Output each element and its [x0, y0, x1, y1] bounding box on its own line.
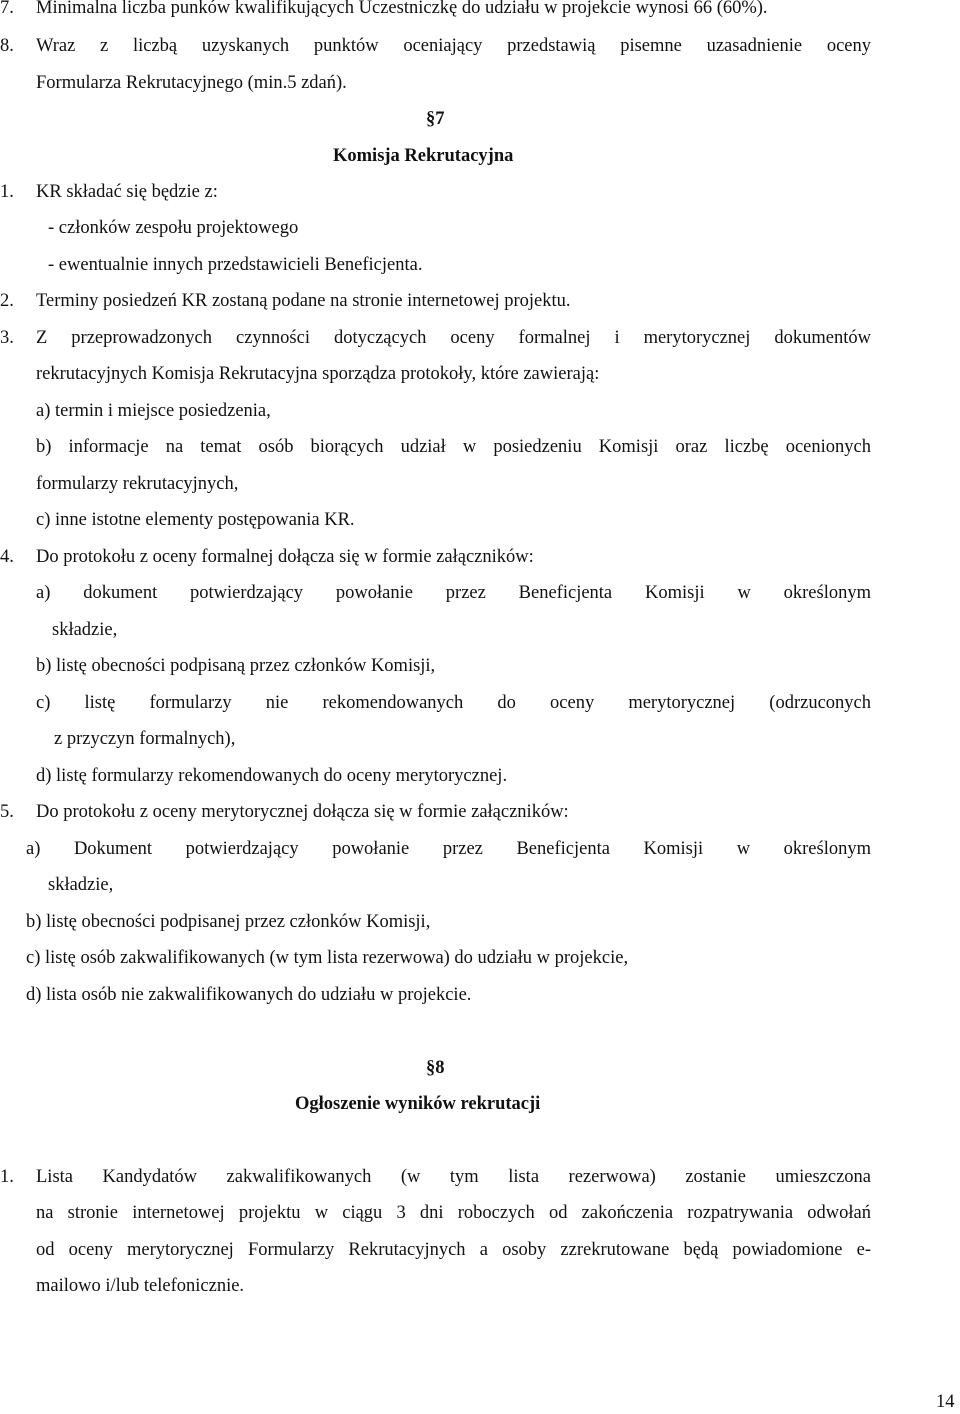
- list-item: b) listę obecności podpisanej przez członków Komisji,: [26, 912, 431, 932]
- item-number: 5.: [0, 802, 14, 822]
- section-title: Komisja Rekrutacyjna: [333, 146, 514, 166]
- section-number: §7: [426, 109, 445, 129]
- paragraph-line: Wraz z liczbą uzyskanych punktów oceniający przedstawią pisemne uzasadnienie oceny: [36, 36, 871, 56]
- paragraph-line: Do protokołu z oceny formalnej dołącza się w formie załączników:: [36, 547, 534, 567]
- list-item: - ewentualnie innych przedstawicieli Beneficjenta.: [48, 255, 423, 275]
- list-item: b) informacje na temat osób biorących udział w posiedzeniu Komisji oraz liczbę ocenionych: [36, 437, 871, 457]
- item-number: 1.: [0, 182, 14, 202]
- paragraph-line: od oceny merytorycznej Formularzy Rekrutacyjnych a osoby zzrekrutowane będą powiadomione e-: [36, 1240, 871, 1260]
- page-number: 14: [936, 1392, 955, 1412]
- section-symbol: §: [426, 109, 436, 129]
- list-item: d) listę formularzy rekomendowanych do oceny merytorycznej.: [36, 766, 508, 786]
- section-symbol: §: [426, 1058, 436, 1078]
- paragraph-line: Lista Kandydatów zakwalifikowanych (w tym lista rezerwowa) zostanie umieszczona: [36, 1167, 871, 1187]
- list-item: a) Dokument potwierdzający powołanie przez Beneficjenta Komisji w określonym: [26, 839, 871, 859]
- item-number: 8.: [0, 36, 14, 56]
- item-number: 1.: [0, 1167, 14, 1187]
- list-item: składzie,: [48, 875, 114, 895]
- paragraph-line: Minimalna liczba punków kwalifikujących Uczestniczkę do udziału w projekcie wynosi 66 (60%).: [36, 0, 768, 18]
- item-number: 3.: [0, 328, 14, 348]
- list-item: c) listę osób zakwalifikowanych (w tym lista rezerwowa) do udziału w projekcie,: [26, 948, 629, 968]
- section-number: §8: [426, 1058, 445, 1078]
- list-item: c) inne istotne elementy postępowania KR.: [36, 510, 355, 530]
- list-item: b) listę obecności podpisaną przez członków Komisji,: [36, 656, 436, 676]
- paragraph-line: Z przeprowadzonych czynności dotyczących oceny formalnej i merytorycznej dokumentów: [36, 328, 871, 348]
- section-title: Ogłoszenie wyników rekrutacji: [295, 1094, 541, 1114]
- item-number: 2.: [0, 291, 14, 311]
- paragraph-line: mailowo i/lub telefonicznie.: [36, 1276, 245, 1296]
- paragraph-line: Formularza Rekrutacyjnego (min.5 zdań).: [36, 73, 347, 93]
- list-item: z przyczyn formalnych),: [54, 729, 236, 749]
- item-number: 7.: [0, 0, 14, 18]
- paragraph-line: Terminy posiedzeń KR zostaną podane na stronie internetowej projektu.: [36, 291, 571, 311]
- item-number: 4.: [0, 547, 14, 567]
- list-item: składzie,: [52, 620, 118, 640]
- list-item: formularzy rekrutacyjnych,: [36, 474, 239, 494]
- paragraph-line: na stronie internetowej projektu w ciągu 3 dni roboczych od zakończenia rozpatrywania odwołań: [36, 1203, 871, 1223]
- list-item: d) lista osób nie zakwalifikowanych do udziału w projekcie.: [26, 985, 472, 1005]
- list-item: a) termin i miejsce posiedzenia,: [36, 401, 271, 421]
- paragraph-line: rekrutacyjnych Komisja Rekrutacyjna sporządza protokoły, które zawierają:: [36, 364, 600, 384]
- list-item: a) dokument potwierdzający powołanie przez Beneficjenta Komisji w określonym: [36, 583, 871, 603]
- paragraph-line: KR składać się będzie z:: [36, 182, 218, 202]
- list-item: - członków zespołu projektowego: [48, 218, 299, 238]
- list-item: c) listę formularzy nie rekomendowanych do oceny merytorycznej (odrzuconych: [36, 693, 871, 713]
- paragraph-line: Do protokołu z oceny merytorycznej dołącza się w formie załączników:: [36, 802, 569, 822]
